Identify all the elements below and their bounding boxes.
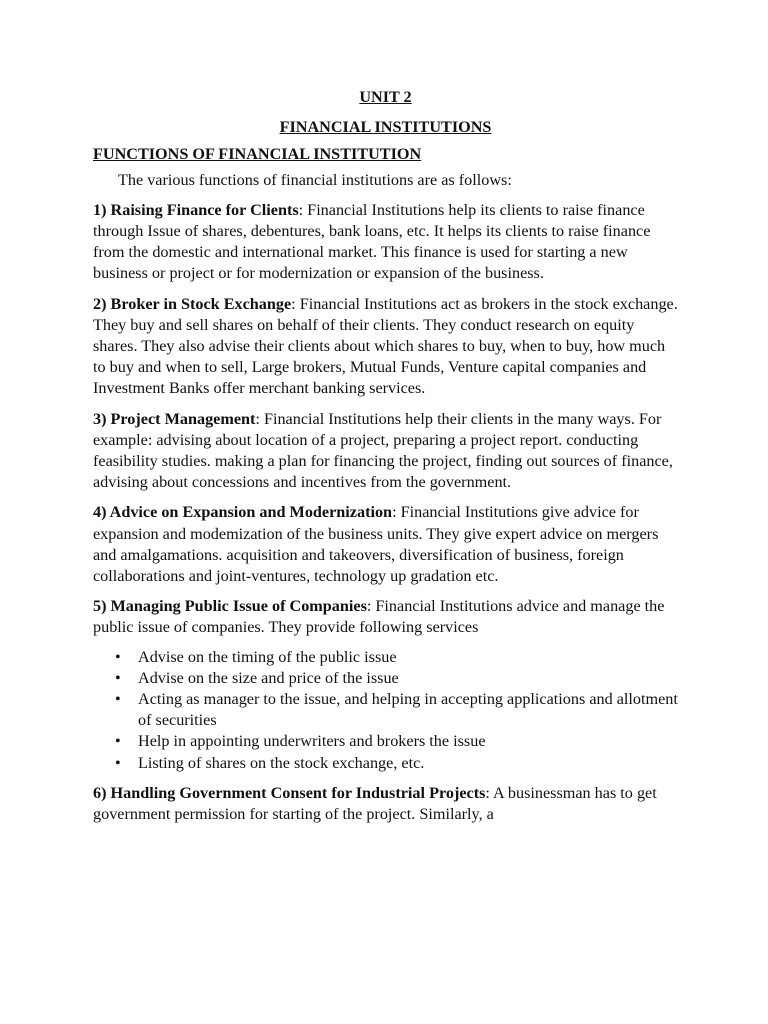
- list-item: [115, 753, 678, 774]
- bullet-icon: •: [115, 753, 121, 772]
- list-item-text: Advise on the size and price of the issue: [138, 668, 399, 687]
- paragraph-title: 5) Managing Public Issue of Companies: [93, 597, 367, 616]
- list-item: [115, 668, 678, 689]
- paragraph-government-consent: [93, 783, 678, 825]
- list-item: [115, 731, 678, 752]
- list-item: [115, 647, 678, 668]
- paragraph-body: : Financial Institutions give advice for expansion and modemization of the business units. They give expert advice on mergers and amalgamations. acquisition and takeovers, diversification of business, foreign collaborations and joint-ventures, technology up gradation etc.: [93, 503, 659, 586]
- paragraph-title: 1) Raising Finance for Clients: [93, 200, 299, 219]
- paragraph-title: 2) Broker in Stock Exchange: [93, 294, 292, 313]
- paragraph-body: : Financial Institutions help their clients in the many ways. For example: advising about location of a project, preparing a project report. conducting feasibility studies. making a plan for financing the project, finding out sources of finance, advising about concessions and incentives from the government.: [93, 409, 673, 492]
- intro-paragraph: The various functions of financial institutions are as follows:: [118, 170, 512, 189]
- paragraph-body: : A businessman has to get government permission for starting of the project. Similarly, a: [93, 783, 657, 824]
- section-heading: FUNCTIONS OF FINANCIAL INSTITUTION: [93, 145, 422, 164]
- paragraph-title: 3) Project Management: [93, 409, 256, 428]
- paragraph-body: : Financial Institutions advice and manage the public issue of companies. They provide following services: [93, 597, 665, 637]
- paragraph-expansion-modernization: [93, 502, 678, 587]
- list-item-text: Listing of shares on the stock exchange, etc.: [138, 753, 425, 772]
- paragraph-body: : Financial Institutions act as brokers in the stock exchange. They buy and sell shares on behalf of their clients. They conduct research on equity shares. They also advise their clients about which shares to buy, when to buy, how much to buy and when to sell, Large brokers, Mutual Funds, Venture capital companies and Investment Banks offer merchant banking services.: [93, 294, 678, 398]
- paragraph-title: 6) Handling Government Consent for Industrial Projects: [93, 783, 486, 802]
- paragraph-title: 4) Advice on Expansion and Modernization: [93, 503, 393, 522]
- services-bullet-list: [93, 647, 678, 774]
- bullet-icon: •: [115, 647, 121, 666]
- bullet-icon: •: [115, 732, 121, 751]
- bullet-icon: •: [115, 690, 121, 709]
- bullet-icon: •: [115, 668, 121, 687]
- list-item-text: Advise on the timing of the public issue: [138, 647, 397, 666]
- list-item-text: Acting as manager to the issue, and helping in accepting applications and allotment of securities: [138, 690, 678, 730]
- paragraph-body: : Financial Institutions help its clients to raise finance through Issue of shares, debentures, bank loans, etc. It helps its clients to raise finance from the domestic and international market. This finance is used for starting a new business or project or for modernization or expansion of the business.: [93, 200, 651, 283]
- document-title: FINANCIAL INSTITUTIONS: [279, 118, 492, 137]
- unit-label: UNIT 2: [359, 88, 412, 106]
- paragraph-project-management: [93, 409, 678, 494]
- list-item: [115, 689, 678, 731]
- paragraph-raising-finance: [93, 200, 678, 285]
- paragraph-public-issue: [93, 596, 678, 638]
- paragraph-broker-stock-exchange: [93, 294, 678, 400]
- list-item-text: Help in appointing underwriters and brokers the issue: [138, 732, 486, 751]
